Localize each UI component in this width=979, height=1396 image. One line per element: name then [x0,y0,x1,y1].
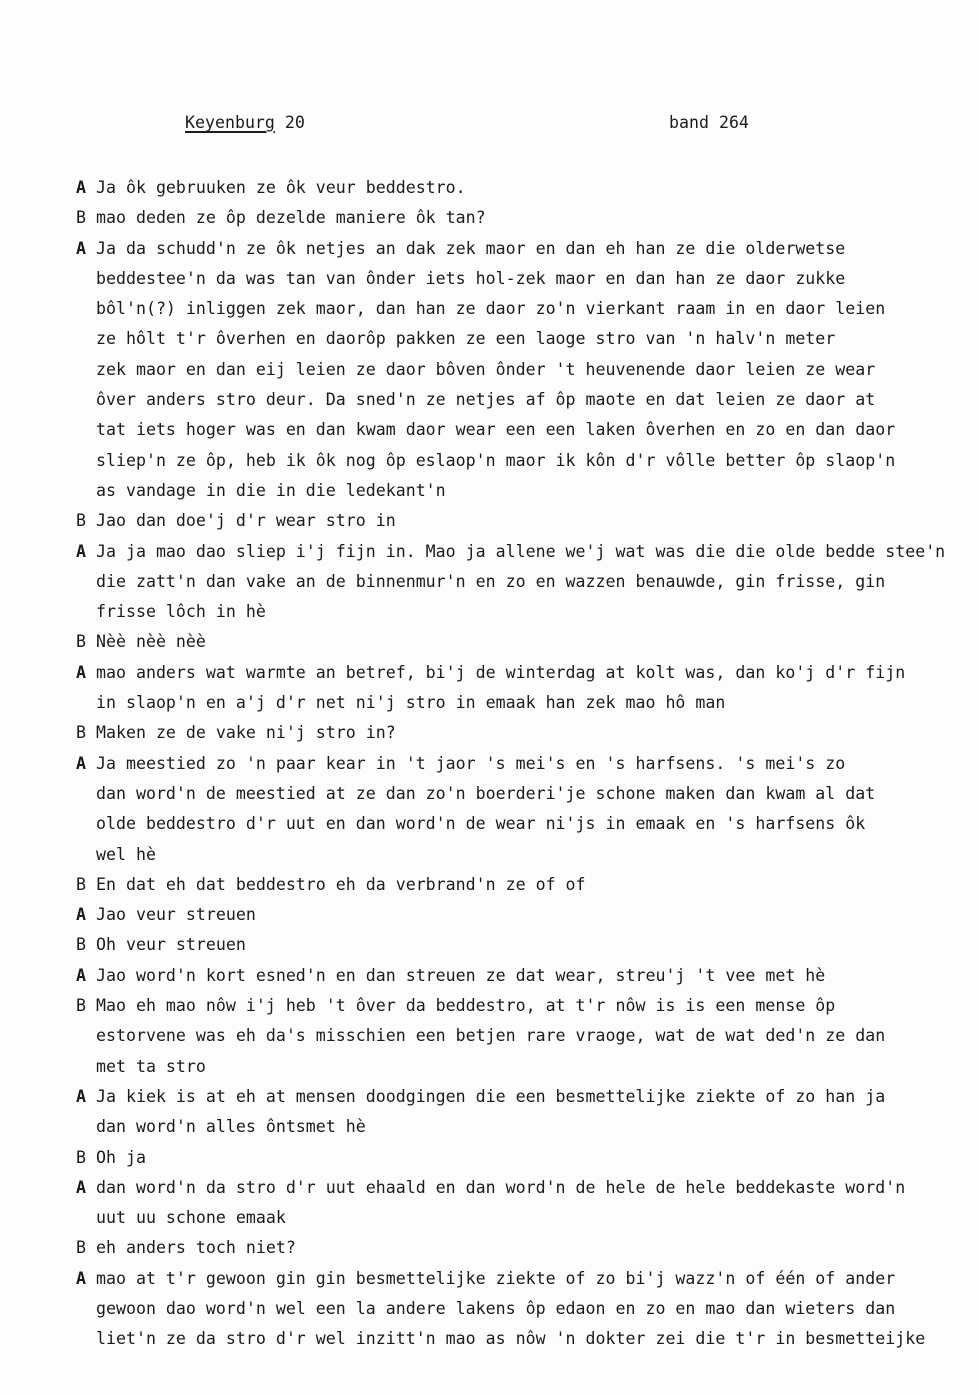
text-line: Oh veur streuen [96,935,246,955]
band-number: band 264 [669,113,749,132]
page-header [185,113,785,137]
text-line: Jao dan doe'j d'r wear stro in [96,511,396,531]
transcript-turn [76,627,971,657]
turn-text [96,234,966,507]
transcript-turn [76,506,971,536]
text-line: uut uu schone emaak [96,1208,286,1228]
speaker-label: B [76,723,86,743]
text-line: mao deden ze ôp dezelde maniere ôk tan? [96,208,486,228]
text-line: wel hè [96,844,156,864]
text-line: Ja da schudd'n ze ôk netjes an dak zek maor en dan eh han ze die olderwetse [96,238,846,258]
speaker-label: A [76,1268,86,1288]
speaker-label: A [76,753,86,773]
turn-text [96,1173,966,1234]
text-line: ôver anders stro deur. Da sned'n ze netjes af ôp maote en dat leien ze daor at [96,390,876,410]
turn-text [96,203,966,233]
text-line: frisse lôch in hè [96,602,266,622]
turn-text [96,1264,966,1355]
text-line: zek maor en dan eij leien ze daor bôven ônder 't heuvenende daor leien ze wear [96,359,876,379]
text-line: Maken ze de vake ni'j stro in? [96,723,396,743]
speaker-label: A [76,662,86,682]
text-line: olde beddestro d'r uut en dan word'n de wear ni'js in emaak en 's harfsens ôk [96,814,866,834]
text-line: gewoon dao word'n wel een la andere lakens ôp edaon en zo en mao dan wieters dan [96,1298,896,1318]
text-line: estorvene was eh da's misschien een betjen rare vraoge, wat de wat ded'n ze dan [96,1026,886,1046]
turn-text [96,1233,966,1263]
turn-text [96,173,966,203]
text-line: dan word'n de meestied at ze dan zo'n boerderi'je schone maken dan kwam al dat [96,783,876,803]
text-line: die zatt'n dan vake an de binnenmur'n en zo en wazzen benauwde, gin frisse, gin [96,571,886,591]
speaker-label: B [76,1147,86,1167]
text-line: mao anders wat warmte an betref, bi'j de winterdag at kolt was, dan ko'j d'r fijn [96,662,906,682]
turn-text [96,537,966,628]
speaker-label: A [76,1086,86,1106]
text-line: liet'n ze da stro d'r wel inzitt'n mao as nôw 'n dokter zei die t'r in besmetteijke [96,1329,926,1349]
text-line: dan word'n da stro d'r uut ehaald en dan word'n de hele de hele beddekaste word'n [96,1177,906,1197]
transcript-turn [76,991,971,1082]
text-line: ze hôlt t'r ôverhen en daorôp pakken ze een laoge stro van 'n halv'n meter [96,329,836,349]
turn-text [96,749,966,870]
turn-text [96,627,966,657]
transcript-turn [76,900,971,930]
text-line: bôl'n(?) inliggen zek maor, dan han ze daor zo'n vierkant raam in en daor leien [96,299,886,319]
speaker-label: B [76,632,86,652]
transcript-turn [76,1173,971,1234]
text-line: Ja ôk gebruuken ze ôk veur beddestro. [96,178,466,197]
document-title [185,113,305,132]
transcript-turn [76,234,971,507]
text-line: in slaop'n en a'j d'r net ni'j stro in emaak han zek mao hô man [96,693,726,713]
speaker-label: A [76,541,86,561]
speaker-label: A [76,965,86,985]
turn-text [96,870,966,900]
speaker-label: A [76,178,86,197]
transcript-turn [76,1264,971,1355]
text-line: dan word'n alles ôntsmet hè [96,1117,366,1137]
text-line: mao at t'r gewoon gin gin besmettelijke ziekte of zo bi'j wazz'n of één of ander [96,1268,896,1288]
speaker-label: B [76,874,86,894]
transcript-turn [76,749,971,870]
turn-text [96,1082,966,1143]
text-line: Jao word'n kort esned'n en dan streuen ze dat wear, streu'j 't vee met hè [96,965,826,985]
transcript-turn [76,930,971,960]
speaker-label: B [76,208,86,228]
speaker-label: B [76,996,86,1016]
text-line: En dat eh dat beddestro eh da verbrand'n ze of of [96,874,586,894]
transcript-turn [76,173,971,203]
text-line: tat iets hoger was en dan kwam daor wear een een laken ôverhen en zo en dan daor [96,420,896,440]
text-line: Mao eh mao nôw i'j heb 't ôver da beddestro, at t'r nôw is is een mense ôp [96,996,836,1016]
transcript [76,173,971,1355]
speaker-label: A [76,238,86,258]
speaker-label: A [76,1177,86,1197]
turn-text [96,506,966,536]
transcript-turn [76,1233,971,1263]
text-line: Jao veur streuen [96,905,256,925]
text-line: met ta stro [96,1056,206,1076]
text-line: Ja kiek is at eh at mensen doodgingen die een besmettelijke ziekte of zo han ja [96,1086,886,1106]
turn-text [96,1143,966,1173]
text-line: as vandage in die in die ledekant'n [96,480,446,500]
transcript-turn [76,718,971,748]
title-underlined: Keyenburg [185,113,275,132]
turn-text [96,961,966,991]
transcript-turn [76,961,971,991]
text-line: eh anders toch niet? [96,1238,296,1258]
transcript-turn [76,203,971,233]
turn-text [96,658,966,719]
text-line: Oh ja [96,1147,146,1167]
speaker-label: B [76,511,86,531]
speaker-label: A [76,905,86,925]
turn-text [96,991,966,1082]
transcript-turn [76,537,971,628]
transcript-turn [76,870,971,900]
text-line: beddestee'n da was tan van ônder iets hol-zek maor en dan han ze daor zukke [96,268,846,288]
title-number: 20 [274,113,305,132]
text-line: Ja meestied zo 'n paar kear in 't jaor 's mei's en 's harfsens. 's mei's zo [96,753,846,773]
turn-text [96,930,966,960]
turn-text [96,900,966,930]
transcript-turn [76,658,971,719]
transcript-turn [76,1143,971,1173]
speaker-label: B [76,935,86,955]
text-line: Nèè nèè nèè [96,632,206,652]
turn-text [96,718,966,748]
transcript-turn [76,1082,971,1143]
speaker-label: B [76,1238,86,1258]
text-line: sliep'n ze ôp, heb ik ôk nog ôp eslaop'n maor ik kôn d'r vôlle better ôp slaop'n [96,450,896,470]
text-line: Ja ja mao dao sliep i'j fijn in. Mao ja allene we'j wat was die die olde bedde stee'n [96,541,946,561]
